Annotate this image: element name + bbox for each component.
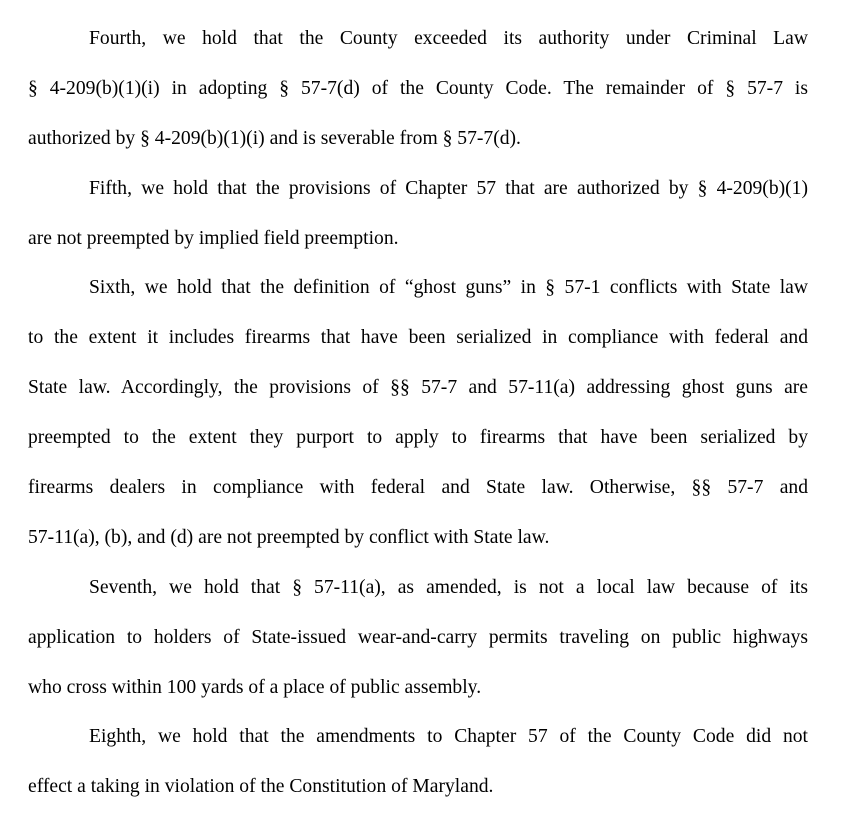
- text-line: § 4-209(b)(1)(i) in adopting § 57-7(d) of the County Code. The remainder of § 57-7 is: [28, 77, 808, 99]
- paragraph-eighth: [28, 712, 808, 812]
- text-line: authorized by § 4-209(b)(1)(i) and is severable from § 57-7(d).: [28, 127, 521, 149]
- paragraph-sixth: [28, 263, 808, 562]
- document-page: [28, 14, 808, 812]
- text-line: Fourth, we hold that the County exceeded its authority under Criminal Law: [89, 28, 808, 49]
- text-line: preempted to the extent they purport to apply to firearms that have been serialized by: [28, 427, 808, 449]
- text-line: State law. Accordingly, the provisions of §§ 57-7 and 57-11(a) addressing ghost guns are: [28, 377, 808, 399]
- text-line: effect a taking in violation of the Constitution of Maryland.: [28, 776, 494, 798]
- paragraph-seventh: [28, 563, 808, 713]
- text-line: 57-11(a), (b), and (d) are not preempted by conflict with State law.: [28, 526, 550, 548]
- text-line: Eighth, we hold that the amendments to Chapter 57 of the County Code did not: [89, 726, 808, 748]
- text-line: are not preempted by implied field preemption.: [28, 227, 399, 249]
- text-line: to the extent it includes firearms that have been serialized in compliance with federal and: [28, 327, 808, 349]
- text-line: application to holders of State-issued wear-and-carry permits traveling on public highways: [28, 626, 808, 648]
- paragraph-fifth: [28, 164, 808, 264]
- text-line: Seventh, we hold that § 57-11(a), as amended, is not a local law because of its: [89, 576, 808, 598]
- text-line: who cross within 100 yards of a place of public assembly.: [28, 676, 482, 698]
- text-line: Fifth, we hold that the provisions of Chapter 57 that are authorized by § 4-209(b)(1): [89, 177, 808, 199]
- paragraph-fourth: [28, 14, 808, 164]
- text-line: firearms dealers in compliance with federal and State law. Otherwise, §§ 57-7 and: [28, 477, 808, 499]
- text-line: Sixth, we hold that the definition of “ghost guns” in § 57-1 conflicts with State law: [89, 277, 808, 299]
